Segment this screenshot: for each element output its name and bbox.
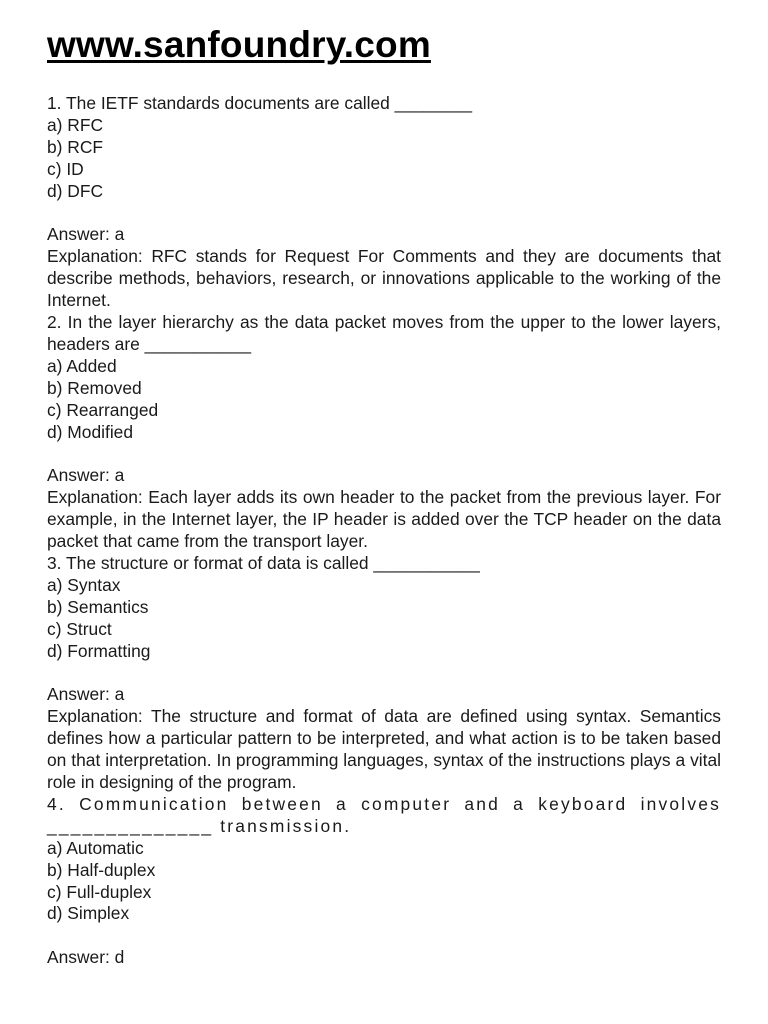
answer-text: Answer: a <box>47 465 125 486</box>
explanation-text: Explanation: RFC stands for Request For Comments and they are documents that describe methods, behaviors, research, or innovations applicable to the working of the Internet. <box>47 246 721 311</box>
site-title[interactable]: www.sanfoundry.com <box>47 24 431 65</box>
option-item: d) Formatting <box>47 640 151 661</box>
option-item: b) Half-duplex <box>47 859 156 880</box>
explanation-text: Explanation: The structure and format of data are defined using syntax. Semantics defines how a particular pattern to be interpreted, and what action is to be taken based on that interpretation. In programming languages, syntax of the instructions plays a vital role in designing of the program. <box>47 706 721 793</box>
option-item: a) Syntax <box>47 574 121 595</box>
option-item: b) RCF <box>47 136 104 157</box>
option-item: c) Struct <box>47 618 112 639</box>
answer-text: Answer: a <box>47 684 125 705</box>
option-item: b) Removed <box>47 377 142 398</box>
option-item: c) ID <box>47 158 84 179</box>
answer-text: Answer: a <box>47 224 125 245</box>
option-item: a) Automatic <box>47 837 144 858</box>
option-item: d) Simplex <box>47 903 130 924</box>
question-text: 1. The IETF standards documents are called ________ <box>47 93 473 113</box>
option-item: c) Rearranged <box>47 399 159 420</box>
question-text: 2. In the layer hierarchy as the data packet moves from the upper to the lower layers, headers are ___________ <box>47 312 721 354</box>
answer-text: Answer: d <box>47 947 125 968</box>
question-list <box>47 93 721 969</box>
option-item: a) RFC <box>47 114 104 135</box>
option-item: c) Full-duplex <box>47 881 152 902</box>
spacer <box>47 663 721 685</box>
explanation-text: Explanation: Each layer adds its own header to the packet from the previous layer. For example, in the Internet layer, the IP header is added over the TCP header on the data packet that came from the transport layer. <box>47 487 721 552</box>
option-item: b) Semantics <box>47 596 149 617</box>
option-item: d) DFC <box>47 180 104 201</box>
question-text: 3. The structure or format of data is called ___________ <box>47 553 480 573</box>
spacer <box>47 203 721 225</box>
option-item: d) Modified <box>47 421 134 442</box>
option-item: a) Added <box>47 355 117 376</box>
spacer <box>47 925 721 947</box>
question-text: 4. Communication between a computer and a keyboard involves ______________ transmission. <box>47 793 721 836</box>
spacer <box>47 443 721 465</box>
